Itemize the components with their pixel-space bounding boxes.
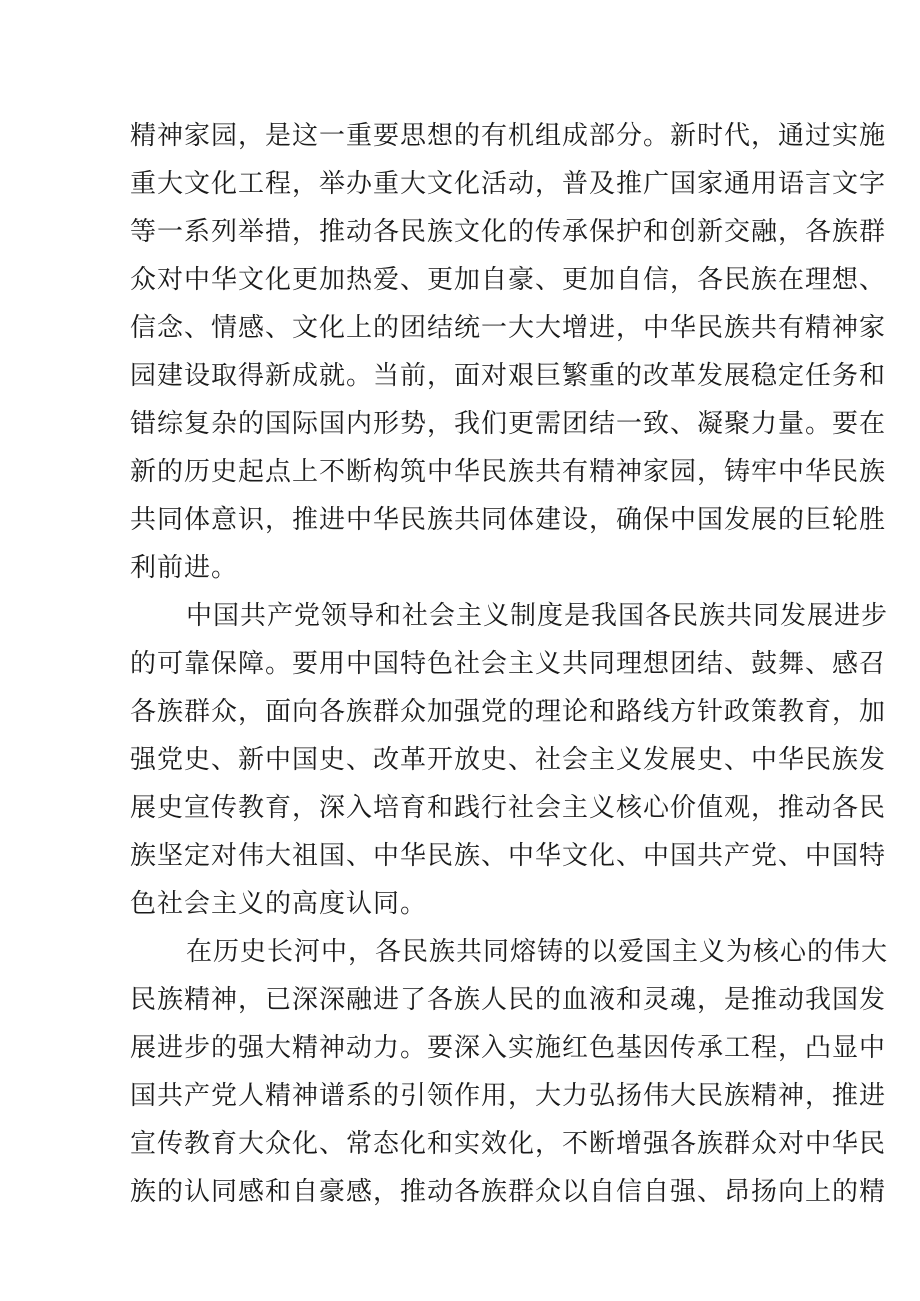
text-line: 宣传教育大众化、常态化和实效化，不断增强各族群众对中华民 [130, 1129, 887, 1159]
text-line: 信念、情感、文化上的团结统一大大增进，中华民族共有精神家 [130, 313, 887, 343]
text-line: 利前进。 [130, 553, 239, 583]
text-line: 国共产党人精神谱系的引领作用，大力弘扬伟大民族精神，推进 [130, 1081, 887, 1111]
text-line: 众对中华文化更加热爱、更加自豪、更加自信，各民族在理想、 [130, 265, 887, 295]
text-line: 中国共产党领导和社会主义制度是我国各民族共同发展进步 [186, 601, 889, 631]
paragraph-3 [130, 928, 889, 1216]
text-line: 精神家园，是这一重要思想的有机组成部分。新时代，通过实施 [130, 121, 887, 151]
text-line: 的可靠保障。要用中国特色社会主义共同理想团结、鼓舞、感召 [130, 649, 887, 679]
text-line: 族的认同感和自豪感，推动各族群众以自信自强、昂扬向上的精 [130, 1177, 887, 1207]
text-line: 色社会主义的高度认同。 [130, 889, 428, 919]
text-line: 新的历史起点上不断构筑中华民族共有精神家园，铸牢中华民族 [130, 457, 887, 487]
text-line: 强党史、新中国史、改革开放史、社会主义发展史、中华民族发 [130, 745, 887, 775]
text-line: 各族群众，面向各族群众加强党的理论和路线方针政策教育，加 [130, 697, 887, 727]
text-line: 等一系列举措，推动各民族文化的传承保护和创新交融，各族群 [130, 217, 887, 247]
paragraph-2 [130, 592, 889, 928]
text-line: 共同体意识，推进中华民族共同体建设，确保中国发展的巨轮胜 [130, 505, 887, 535]
text-line: 园建设取得新成就。当前，面对艰巨繁重的改革发展稳定任务和 [130, 361, 887, 391]
text-line: 族坚定对伟大祖国、中华民族、中华文化、中国共产党、中国特 [130, 841, 887, 871]
text-line: 展进步的强大精神动力。要深入实施红色基因传承工程，凸显中 [130, 1033, 887, 1063]
text-line: 重大文化工程，举办重大文化活动，普及推广国家通用语言文字 [130, 169, 887, 199]
text-line: 民族精神，已深深融进了各族人民的血液和灵魂，是推动我国发 [130, 985, 887, 1015]
text-line: 在历史长河中，各民族共同熔铸的以爱国主义为核心的伟大 [186, 937, 889, 967]
document-body [130, 112, 889, 1216]
text-line: 错综复杂的国际国内形势，我们更需团结一致、凝聚力量。要在 [130, 409, 887, 439]
text-line: 展史宣传教育，深入培育和践行社会主义核心价值观，推动各民 [130, 793, 887, 823]
paragraph-1 [130, 112, 887, 592]
